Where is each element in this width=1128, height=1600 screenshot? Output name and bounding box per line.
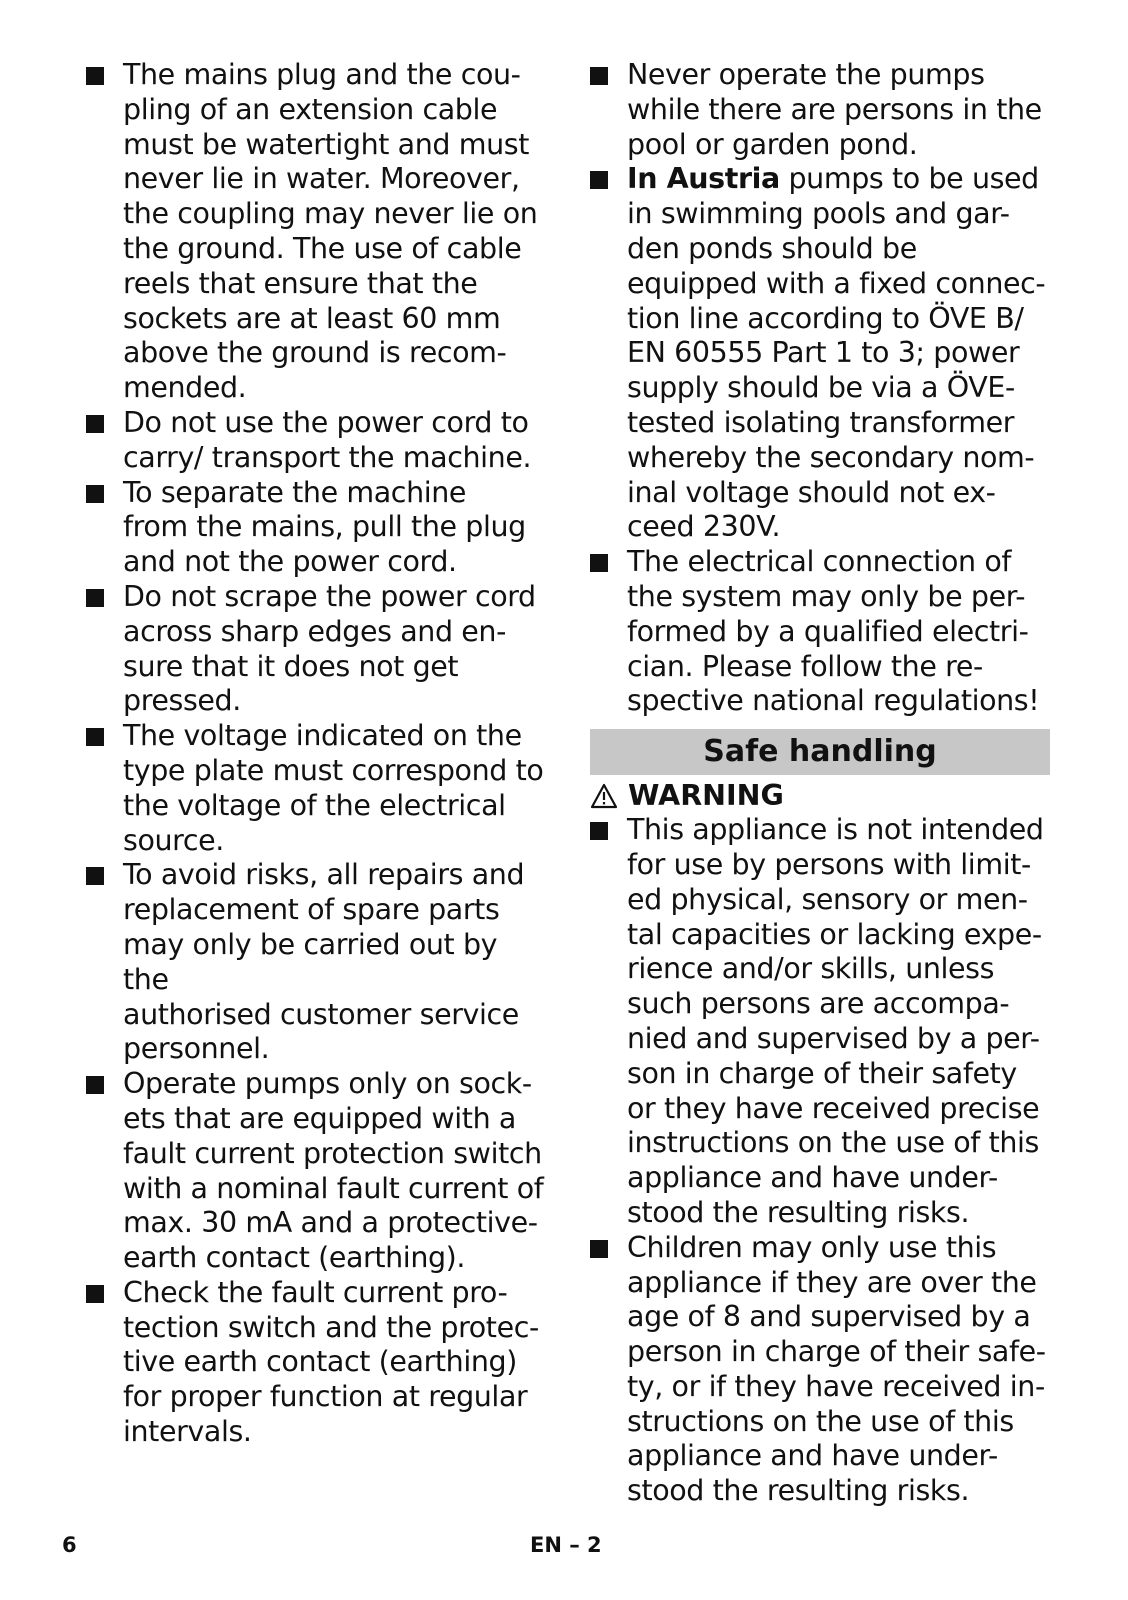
list-item: Do not scrape the power cord across sharp edges and en- sure that it does not get pressed.	[86, 580, 546, 719]
warning-heading	[590, 779, 1050, 813]
list-item: The electrical connection of the system may only be per- formed by a qualified electri- cian. Please follow the re- spective national regulations!	[590, 545, 1050, 719]
warning-label: WARNING	[628, 779, 784, 813]
list-item: Check the fault current pro- tection switch and the protec- tive earth contact (earthing) for proper function at regular intervals.	[86, 1276, 546, 1450]
language-page-code: EN – 2	[530, 1533, 602, 1557]
safe-handling-bullet-list	[590, 813, 1050, 1509]
list-item: Never operate the pumps while there are persons in the pool or garden pond.	[590, 58, 1050, 162]
list-item: To separate the machine from the mains, pull the plug and not the power cord.	[86, 476, 546, 580]
page-number: 6	[62, 1533, 77, 1557]
left-column	[86, 58, 546, 1450]
section-heading-safe-handling: Safe handling	[590, 729, 1050, 775]
list-item: Do not use the power cord to carry/ transport the machine.	[86, 406, 546, 476]
list-item: Operate pumps only on sock- ets that are equipped with a fault current protection switch with a nominal fault current of max. 30 mA and a protective- earth contact (earthing).	[86, 1067, 546, 1276]
right-bullet-list	[590, 58, 1050, 719]
list-item: The voltage indicated on the type plate must correspond to the voltage of the electrical source.	[86, 719, 546, 858]
austria-bold-label: In Austria	[627, 162, 780, 196]
left-bullet-list	[86, 58, 546, 1450]
right-column	[590, 58, 1050, 1509]
list-item-austria	[590, 162, 1050, 545]
austria-text: pumps to be used in swimming pools and gar- den ponds should be equipped with a fixed connec- tion line according to ÖVE B/ EN 60555 Part 1 to 3; power supply should be via a ÖVE- tested isolating transformer whereby the secondary nom- inal voltage should not ex- ceed 230V.	[627, 162, 1046, 544]
list-item: The mains plug and the cou- pling of an extension cable must be watertight and must never lie in water. Moreover, the coupling may never lie on the ground. The use of cable reels that ensure that the sockets are at least 60 mm above the ground is recom- mended.	[86, 58, 546, 406]
warning-triangle-icon	[590, 783, 618, 809]
list-item: Children may only use this appliance if they are over the age of 8 and supervised by a person in charge of their safe- ty, or if they have received in- structions on the use of this appliance and have under- stood the resulting risks.	[590, 1231, 1050, 1509]
list-item: To avoid risks, all repairs and replacement of spare parts may only be carried out by the authorised customer service personnel.	[86, 858, 546, 1067]
list-item: This appliance is not intended for use by persons with limit- ed physical, sensory or men- tal capacities or lacking expe- rience and/or skills, unless such persons are accompa- nied and supervised by a per- son in charge of their safety or they have received precise instructions on the use of this appliance and have under- stood the resulting risks.	[590, 813, 1050, 1231]
